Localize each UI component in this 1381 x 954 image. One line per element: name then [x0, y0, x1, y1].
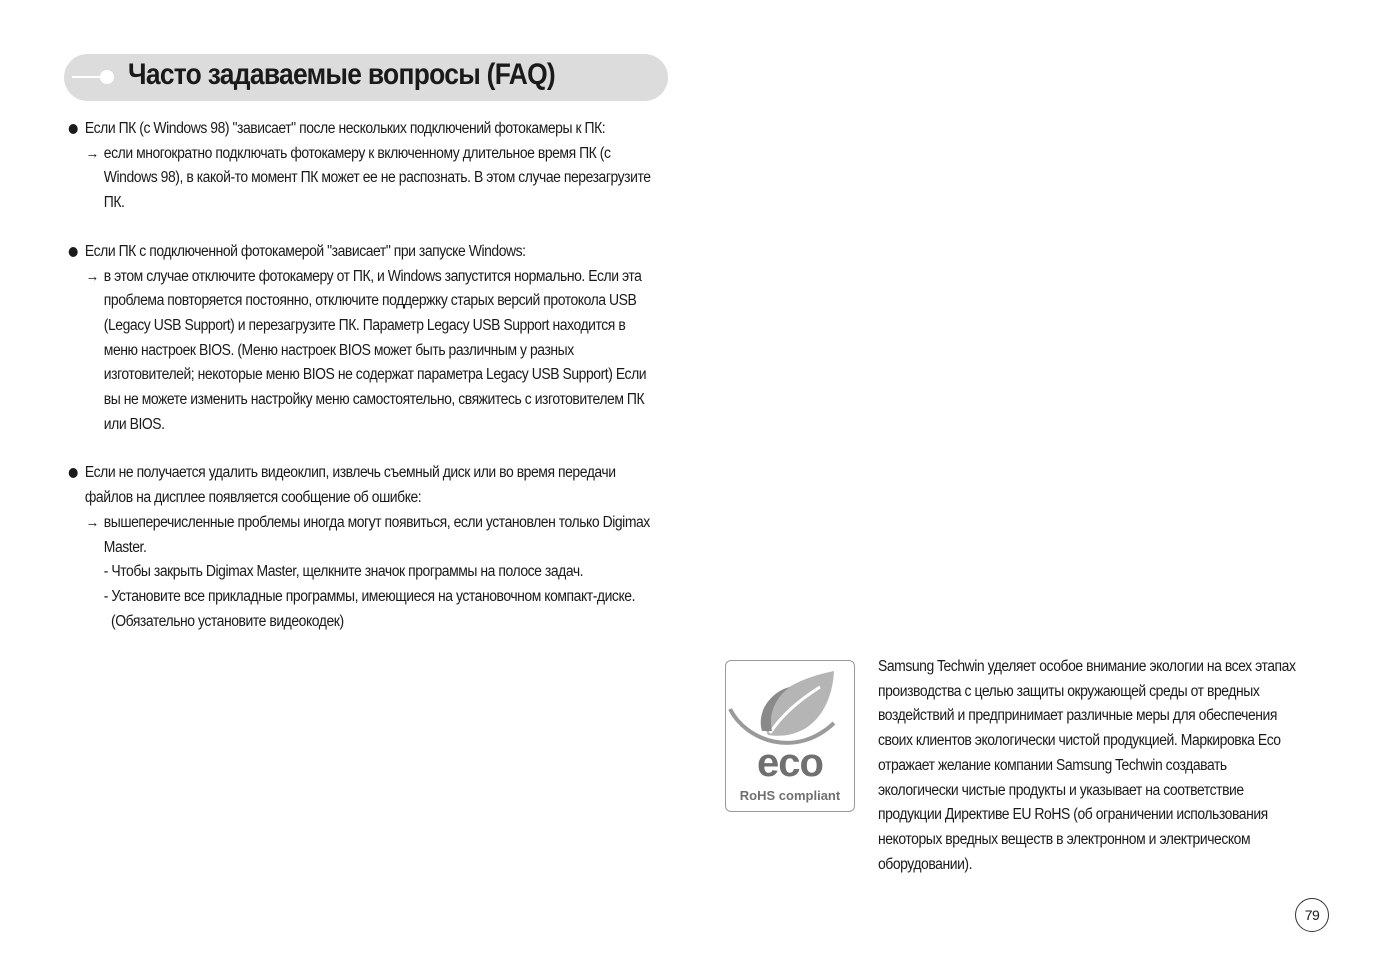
rohs-caption: RoHS compliant	[739, 788, 841, 803]
faq-item	[66, 240, 676, 438]
faq-subpoint: - Чтобы закрыть Digimax Master, щелкните значок программы на полосе задач.	[103, 563, 584, 581]
bullet-icon	[69, 124, 78, 134]
title-decoration-dot	[100, 70, 114, 84]
eco-description: Samsung Techwin уделяет особое внимание экологии на всех этапах производства с целью защиты окружающей среды от вредных воздействий и предпринимает различные меры для обеспечения своих клиентов экологически чистой продукцией. Маркировка Eco отражает желание компании Samsung Techwin создавать экологически чистые продукты и указывает на соответствие продукции Директиве EU RoHS (об ограничении использования некоторых вредных веществ в электронном и электрическом оборудовании).	[878, 658, 1296, 873]
faq-list	[66, 117, 676, 658]
faq-answer: в этом случае отключите фотокамеру от ПК, и Windows запустится нормально. Если эта проблема повторяется постоянно, отключите поддержку старых версий протокола USB (Legacy USB Support) и перезагрузите ПК. Параметр Legacy USB Support находится в меню настроек BIOS. (Меню настроек BIOS может быть различным у разных изготовителей; некоторые меню BIOS не содержат параметра Legacy USB Support) Если вы не можете изменить настройку меню самостоятельно, свяжитесь с изготовителем ПК или BIOS.	[103, 267, 647, 433]
faq-question: Если ПК (с Windows 98) "зависает" после нескольких подключений фотокамеры к ПК:	[84, 120, 606, 137]
bullet-icon	[69, 468, 78, 478]
faq-item	[66, 461, 676, 634]
faq-question: Если не получается удалить видеоклип, извлечь съемный диск или во время передачи файлов на дисплее появляется сообщение об ошибке:	[84, 464, 616, 507]
eco-logo	[725, 660, 855, 812]
faq-subpoint-text: - Установите все прикладные программы, имеющиеся на установочном компакт-диске.	[103, 587, 636, 605]
faq-question: Если ПК с подключенной фотокамерой "зависает" при запуске Windows:	[84, 242, 526, 260]
faq-subpoint	[66, 585, 716, 634]
faq-subpoint-continuation: (Обязательно установите видеокодек)	[111, 612, 344, 630]
faq-item	[66, 117, 676, 216]
arrow-right-icon: →	[85, 144, 99, 162]
faq-answer: если многократно подключать фотокамеру к включенному длительное время ПК (с Windows 98), в какой-то момент ПК может ее не распознать. В этом случае перезагрузите ПК.	[103, 144, 651, 212]
eco-wordmark: eco	[757, 741, 823, 785]
faq-answer: вышеперечисленные проблемы иногда могут появиться, если установлен только Digimax Master.	[103, 513, 650, 556]
bullet-icon	[69, 247, 78, 257]
page-title: Часто задаваемые вопросы (FAQ)	[128, 58, 556, 91]
title-decoration-line	[72, 76, 102, 78]
arrow-right-icon: →	[85, 513, 99, 531]
page-number: 79	[1295, 898, 1329, 932]
arrow-right-icon: →	[85, 267, 99, 285]
